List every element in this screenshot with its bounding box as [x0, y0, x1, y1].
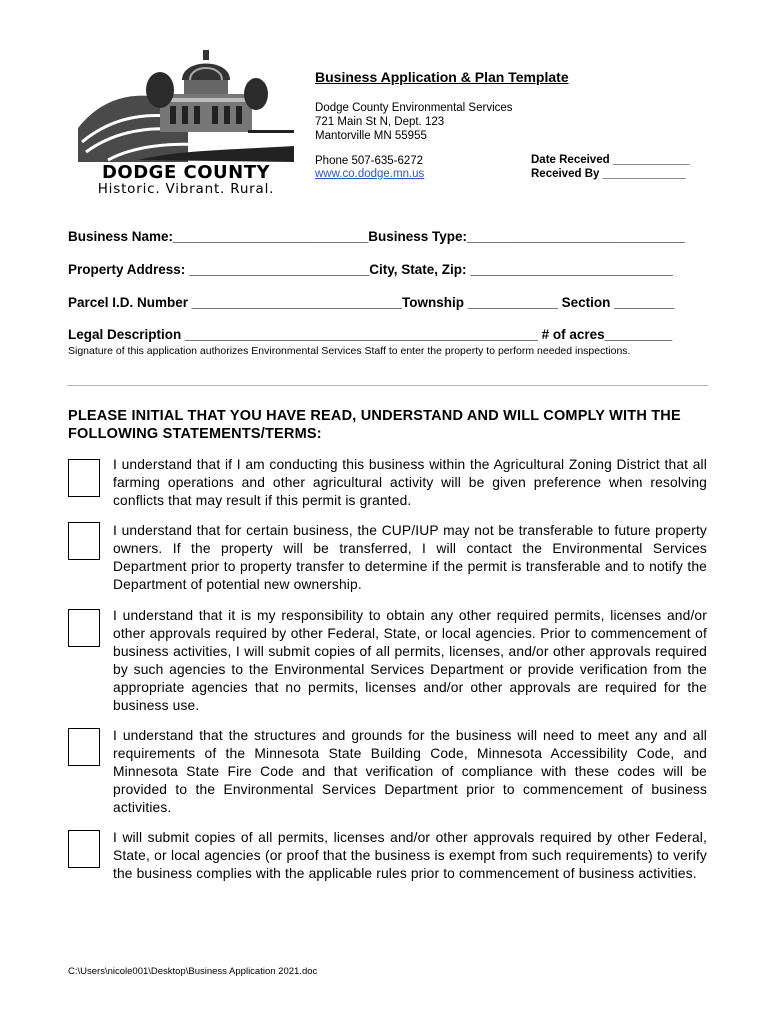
address-line: 721 Main St N, Dept. 123 [315, 116, 445, 128]
initial-box-2[interactable] [68, 522, 100, 560]
property-address-field[interactable]: Property Address: ________________________City, State, Zip: ___________________________ [68, 262, 673, 277]
address-line: Mantorville MN 55955 [315, 130, 427, 142]
divider [67, 385, 708, 386]
parcel-township-section-field[interactable]: Parcel I.D. Number ____________________________Township ____________ Section ________ [68, 295, 675, 310]
initial-box-3[interactable] [68, 609, 100, 647]
logo-tagline: Historic. Vibrant. Rural. [97, 181, 275, 197]
phone-number: Phone 507-635-6272 [315, 155, 424, 167]
initial-box-5[interactable] [68, 830, 100, 868]
courthouse-landscape-icon [78, 50, 294, 162]
date-received-field[interactable]: Date Received ____________ [531, 154, 690, 166]
file-path-footer: C:\Users\nicole001\Desktop\Business Application 2021.doc [68, 966, 318, 977]
statements-heading: PLEASE INITIAL THAT YOU HAVE READ, UNDERSTAND AND WILL COMPLY WITH THE FOLLOWING STATEMENTS/TERMS: [68, 408, 681, 442]
statement-5: I will submit copies of all permits, licenses and/or other approvals required by other Federal, State, or local agencies (or proof that the business is exempt from such requirements) to verify the business complies with the applicable rules prior to commencement of business activities. [113, 830, 707, 881]
website-link[interactable]: www.co.dodge.mn.us [315, 168, 425, 180]
statement-2: I understand that for certain business, the CUP/IUP may not be transferable to future property owners. If the property will be transferred, I will contact the Environmental Services Department prior to property transfer to determine if the permit is transferable and to notify the Department of potential new ownership. [113, 523, 707, 592]
received-by-field[interactable]: Received By _____________ [531, 168, 686, 180]
initial-box-1[interactable] [68, 459, 100, 497]
logo-county-name: DODGE COUNTY [101, 162, 271, 183]
authorization-note: Signature of this application authorizes Environmental Services Staff to enter the property to perform needed inspections. [68, 345, 631, 357]
document-title: Business Application & Plan Template [315, 69, 569, 85]
statement-3: I understand that it is my responsibility to obtain any other required permits, licenses and/or other approvals required by other Federal, State, or local agencies. Prior to commencement of business activities, I will submit copies of all permits, licenses, and/or other approvals required by such agencies to the Environmental Services Department or provide verification from the appropriate agencies that no permits, licenses and/or other approvals are required for the business use. [113, 608, 707, 713]
address-line: Dodge County Environmental Services [315, 102, 513, 114]
business-name-type-field[interactable]: Business Name:__________________________Business Type:_____________________________ [68, 229, 685, 244]
legal-description-acres-field[interactable]: Legal Description _______________________________________________ # of acres_________ [68, 327, 673, 342]
initial-box-4[interactable] [68, 728, 100, 766]
statement-4: I understand that the structures and grounds for the business will need to meet any and all requirements of the Minnesota State Building Code, Minnesota Accessibility Code, and Minnesota State Fire Code and that verification of compliance with these codes will be provided to the Environmental Services Department prior to commencement of business activities. [113, 728, 707, 815]
dodge-county-logo [78, 50, 294, 198]
statement-1: I understand that if I am conducting this business within the Agricultural Zoning District that all farming operations and other agricultural activity will be given preference when resolving conflicts that may result if this permit is granted. [113, 457, 707, 508]
